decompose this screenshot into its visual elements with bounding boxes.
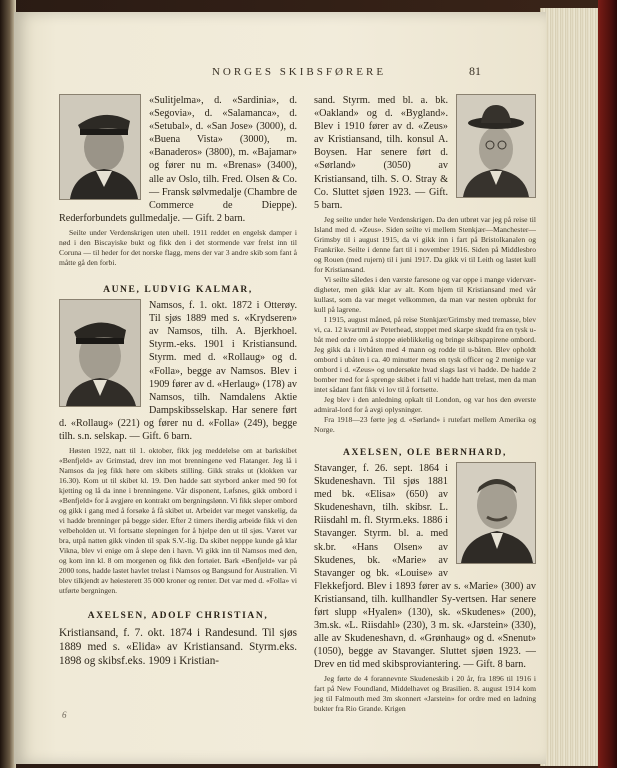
entry-1-note: Seilte under Verdenskrigen uten uhell. 1911 reddet en engelsk damper i nød i den Biscayiske bukt og fikk den i det stormende vær frelst inn til Coruna — til heder for det norske flagg, mens der var 3 andre skib som fant å måtte gå den forbi. bbox=[59, 227, 297, 267]
captain-portrait-image bbox=[60, 95, 140, 199]
entry-2-note-block bbox=[59, 446, 297, 596]
book-page bbox=[14, 12, 546, 764]
portrait-1 bbox=[59, 94, 141, 200]
entry-4-note: Jeg førte de 4 forannevnte Skudeneskib i 20 år, fra 1896 til 1916 i fart på New Foundland, Middelhavet og Brasilien. 8. august 1914 kom jeg til Falmouth med 3m skonnert «Jarstein» for ordre med en ladning bukter fra Rio Grande. Krigen bbox=[314, 674, 536, 714]
entry-4-note-block bbox=[314, 674, 536, 714]
pencil-mark: 6 bbox=[62, 710, 67, 720]
aune-portrait-image bbox=[60, 300, 140, 406]
book-cover-edge bbox=[598, 0, 617, 768]
portrait-2 bbox=[59, 299, 141, 407]
entry-3-note-5: Fra 1918—23 førte jeg d. «Sørland» i rutefart mellem Amerika og Norge. bbox=[314, 414, 536, 434]
entry-3-note-2: Vi seilte således i den værste faresone og var oppe i mange viderværdigheter, men gikk klar av alt. Kom hjem til Kristiansand med vår kullast, som da var meget velkommen, da man var nesten opbrukt for kull på lagrene. bbox=[314, 274, 536, 314]
axelsen-adolf-portrait-image bbox=[457, 95, 535, 197]
axelsen-ole-portrait-image bbox=[457, 463, 535, 563]
entry-3-notes bbox=[314, 215, 536, 435]
entry-3-note-3: I 1915, august måned, på reise Stenkjær/Grimsby med tremasse, blev vi, ca. 12 kvartmil av Peterhead, stoppet med skarpe skudd fra en tysk u-båt med ordre om å stoppe øieblikkelig og bringe skibspapirene ombord. Jeg gikk da i livbåten med 4 mann og rodde til u-båten. Blev opholdt ombord i ubåten i ca. 40 minutter mens en tysk officer og 2 menige var ombord i d. «Zeus» og undersøkte hvad slags last vi hadde. De hadde 2 bomber med for å sprenge skibet i fall vi hadde hatt trelast, men da man intet sådant fant fikk vi lov til å fortsette. bbox=[314, 314, 536, 394]
left-column bbox=[59, 94, 297, 734]
entry-3-continued-text: sand. Styrm. med bl. a. bk. «Oakland» og d. «Bygland». Blev i 1910 fører av d. «Zeus» av Kristiansand, tilh. konsul A. Boysen. Har senere ført d. «Sørland» (3050) av Kristiansand, tilh. S. O. Stray & Co. Sluttet sjøen 1923. — Gift. 5 barn. bbox=[314, 95, 448, 211]
right-column bbox=[314, 94, 536, 724]
entry-3-note-1: Jeg seilte under hele Verdenskrigen. Da den utbrøt var jeg på reise til Island med d. «Zeus». Siden seilte vi mellem Stenkjær—Manchester—Grimsby til i august 1915, da vi gikk inn i fart på Bristolkanalen og Frankrike. Seilte i denne fart til i november 1916. Siden på Middlesbro og Rouen (med rujern) til i juni 1917. Da gikk vi til Leith og lastet kull for Kristiansand. bbox=[314, 214, 536, 274]
entry-1-text: «Sulitjelma», d. «Sardinia», d. «Segovia», d. «Salamanca», d. «Setubal», d. «San Jose» (3000), d. «Buena Vista» (3000), m. «Banaderos» (3800), m. «Bajamar» og fører nu m. «Brenas» (3400), alle av Oslo, tilh. Fred. Olsen & Co. — Fransk sølvmedalje (Chambre de Commerce de Dieppe). Rederforbundets gullmedalje. — Gift. 2 barn. bbox=[59, 95, 297, 224]
entry-2-text: Namsos, f. 1. okt. 1872 i Otterøy. Til sjøs 1889 med s. «Krydseren» av Namsos, tilh. A. Bjerkhoel. Styrm.-eks. 1901 i Kristiansund. Styrm. med d. «Rollaug» og d. «Folla», begge av Namsos. Blev i 1909 fører av d. «Herlaug» (178) av Namsos, tilh. Namdalens Aktie Dampskibsselskap. Har senere ført d. «Rollaug» (221) og fører nu d. «Folla» (249), begge tilh. s.n. selskap. — Gift. 6 barn. bbox=[59, 300, 297, 442]
entry-2-note: Høsten 1922, natt til 1. oktober, fikk jeg meddelelse om at barkskibet «Benfjeld» av Grimstad, drev inn mot brenningene ved Flatanger. Jeg lå i Namsos da jeg fikk høre om skibets stilling. Gikk straks ut (klokken var 16.30). Kom ut til skibet kl. 19. Den hadde satt styrbord anker med 90 fot kjetting og lå da inne i brenningene. Vår disponent, Løfsnes, gikk ombord i «Benfjeld» for å avgjøre en kontrakt om bergningslønn. Vi fikk sleper ombord og gikk i gang med å forsøke å få skibet ut. Arbeidet var meget vanskelig, da vi hadde brenninger på begge sider. Efter 2 timers iherdig arbeide fikk vi den velbeholden ut. Vi fortsatte slepningen for å hjelpe den ut til sjøs. Været var bra, utpå natten gikk vinden til spak S.V.-lig. Da skibet nepppe kunde gå klar Vikna, blev vi enige om å slepe den i havn. Vi gikk inn til Namsos med den, og kom inn kl. 8 om morgenen og fikk den fortøiet. Bark «Benfjeld» var på 2000 tons, hadde lastet havlet trelast i Namsos og Bangsund for Australien. Vi blev tilkjendt av høiesterett 35 000 kroner og renter. Det var med d. «Folla» vi utførte bergningen. bbox=[59, 446, 297, 596]
entry-3-note-4: Jeg blev i den anledning opkalt til London, og var hos den øverste admiral-lord for å avgi oplysninger. bbox=[314, 394, 536, 414]
entry-3-name: AXELSEN, ADOLF CHRISTIAN, bbox=[87, 611, 269, 622]
entry-4-text: Stavanger, f. 26. sept. 1864 i Skudeneshavn. Til sjøs 1881 med bk. «Elisa» (650) av Skudeneshavn, tilh. skibsr. L. Riisdahl m. fl. Styrm.eks. 1886 i Stavanger. Styrm. bl. a. med sk.br. «Hans Olsen» av Skudenes, bk. «Marie» av Stavanger og bk. «Louise» av Flekkefjord. Blev i 1893 fører av s. «Marie» (300) av Kristiansand, tilh. kullhandler Sy-vertsen. Har senere ført slupp «Hyalen» (130), sk. «Skudenes» (200), 3m.sk. «L. Riisdahl» (230), 3 m. sk. «Jarstein» (330), alle av Skudeneshavn, d. «Grønhaug» og d. «Snenut» (1050), begge av Stavanger. Sluttet sjøen 1923. — Drev en tid med skibsproviantering. — Gift. 8 barn. bbox=[314, 462, 536, 671]
page-number: 81 bbox=[469, 64, 481, 78]
portrait-3 bbox=[456, 94, 536, 198]
portrait-4 bbox=[456, 462, 536, 564]
entry-1-note-block bbox=[59, 228, 297, 268]
entry-2-name: AUNE, LUDVIG KALMAR, bbox=[103, 284, 253, 295]
entry-4-name: AXELSEN, OLE BERNHARD, bbox=[342, 447, 507, 458]
running-title: NORGES SKIBSFØRERE bbox=[211, 66, 387, 78]
entry-3-text: Kristiansand, f. 7. okt. 1874 i Randesund. Til sjøs 1889 med s. «Elida» av Kristiansand. Styrm.eks. 1898 og skibsf.eks. 1909 i Kristian- bbox=[59, 627, 297, 668]
